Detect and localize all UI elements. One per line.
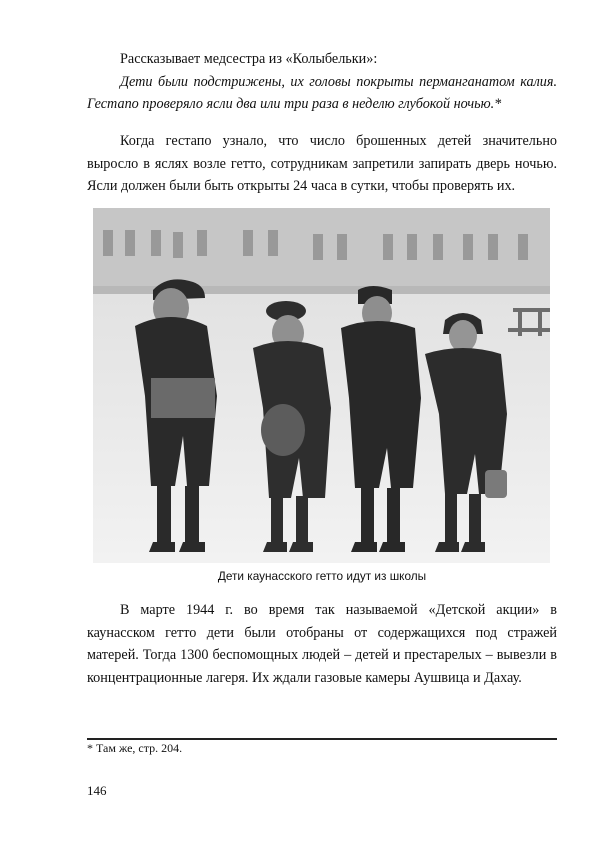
children-action-paragraph bbox=[87, 599, 557, 689]
nurse-quote-paragraph bbox=[87, 48, 557, 116]
para3-line-2: каунасском гетто дети были отобраны от содержащихся под стражей bbox=[87, 624, 557, 641]
footnote-divider bbox=[87, 738, 557, 740]
para2-line-1: Когда гестапо узнало, что число брошенных детей значительно bbox=[120, 133, 557, 149]
children-photo bbox=[93, 208, 550, 563]
para2-line-3: Ясли должен были быть открыты 24 часа в сутки, чтобы проверять их. bbox=[87, 178, 516, 194]
page-number: 146 bbox=[87, 783, 107, 798]
para3-line-1: В марте 1944 г. во время так называемой «Детской акции» в bbox=[120, 602, 557, 618]
quote-line-2: Гестапо проверяло ясли два или три раза в неделю глубокой ночью.* bbox=[87, 96, 502, 112]
quote-line-1: Дети были подстрижены, их головы покрыты перманганатом калия. bbox=[120, 73, 557, 90]
para2-line-2: выросло в яслях возле гетто, сотрудникам запретили запирать дверь ночью. bbox=[87, 155, 557, 172]
para3-line-4: концентрационные лагеря. Их ждали газовые камеры Аушвица и Дахау. bbox=[87, 669, 522, 686]
gestapo-paragraph bbox=[87, 130, 557, 198]
quote-intro: Рассказывает медсестра из «Колыбельки»: bbox=[120, 51, 378, 67]
footnote: * Там же, стр. 204. bbox=[87, 741, 183, 755]
para3-line-3: матерей. Тогда 1300 беспомощных людей – детей и престарелых – вывезли в bbox=[87, 647, 557, 663]
photo-caption: Дети каунасского гетто идут из школы bbox=[217, 569, 427, 583]
